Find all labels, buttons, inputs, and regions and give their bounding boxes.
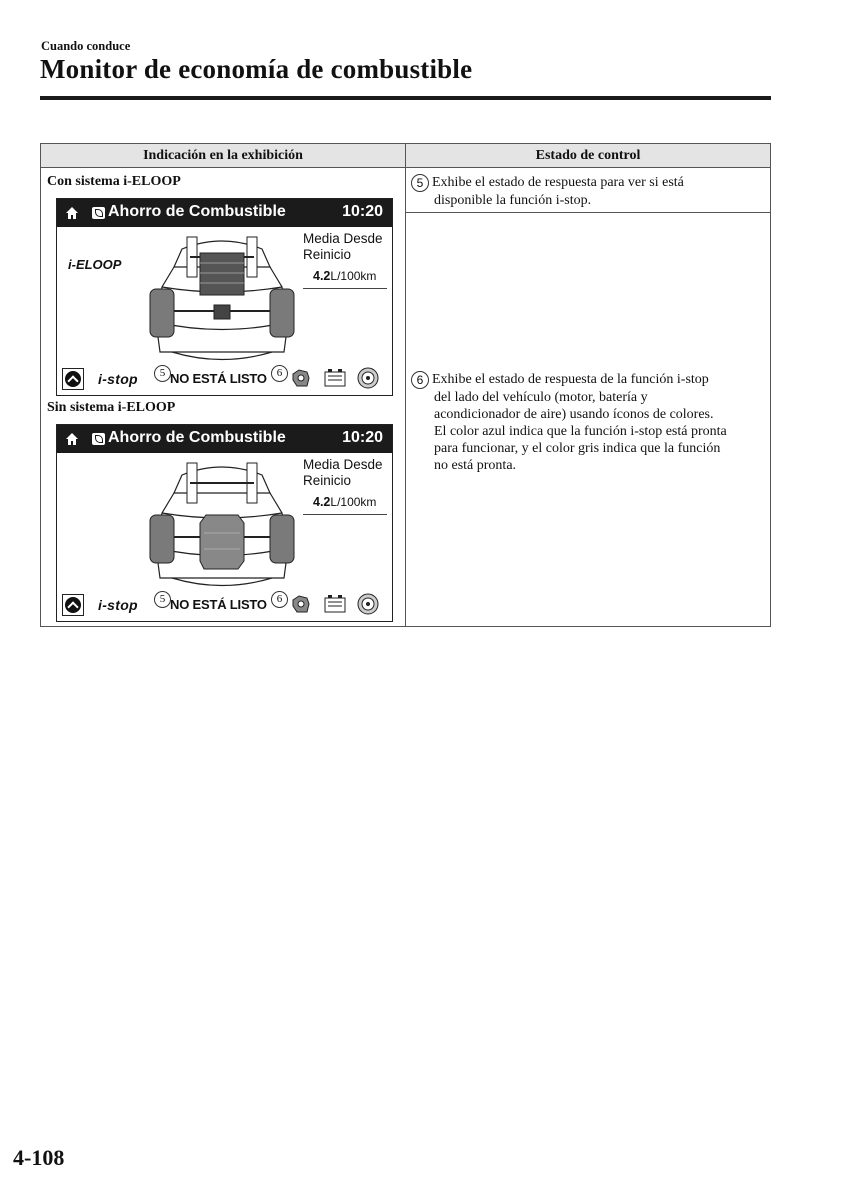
engine-icon — [289, 366, 313, 390]
istop-status: NO ESTÁ LISTO — [170, 597, 267, 612]
condition-label-no-eloop: Sin sistema i-ELOOP — [47, 400, 176, 415]
screen-clock: 10:20 — [342, 429, 383, 446]
marker-5: 5 — [154, 365, 171, 382]
fuel-consumption-value: 4.2L/100km — [313, 269, 377, 283]
marker-6: 6 — [271, 591, 288, 608]
screen-bottombar — [57, 589, 392, 621]
marker-5: 5 — [154, 591, 171, 608]
display-cell — [41, 168, 406, 627]
istop-status: NO ESTÁ LISTO — [170, 371, 267, 386]
home-icon — [65, 432, 79, 446]
col-header-control: Estado de control — [406, 144, 771, 168]
screen-bottombar — [57, 363, 392, 395]
screen-title: Ahorro de Combustible — [108, 429, 286, 446]
car-illustration — [142, 227, 302, 369]
average-underline — [303, 514, 387, 515]
chevron-up-icon — [65, 597, 81, 613]
fuel-economy-screen-no-eloop — [56, 424, 393, 622]
air-conditioner-icon — [356, 366, 380, 390]
up-arrow-button[interactable] — [62, 594, 84, 616]
average-underline — [303, 288, 387, 289]
home-icon — [65, 206, 79, 220]
page-number: 4-108 — [13, 1145, 65, 1170]
istop-label: i-stop — [98, 597, 138, 613]
marker-6: 6 — [271, 365, 288, 382]
page-title: Monitor de economía de combustible — [40, 54, 473, 84]
chevron-up-icon — [65, 371, 81, 387]
eloop-label: i-ELOOP — [68, 257, 122, 272]
control-cell-6 — [406, 213, 771, 627]
description-5: 5 Exhibe el estado de respuesta para ver si está disponible la función i-stop. — [406, 168, 770, 209]
screen-title: Ahorro de Combustible — [108, 203, 286, 220]
air-conditioner-icon — [356, 592, 380, 616]
average-label: Media Desde Reinicio — [303, 457, 383, 488]
battery-icon — [323, 366, 347, 390]
average-label: Media Desde Reinicio — [303, 231, 383, 262]
description-6: 6 Exhibe el estado de respuesta de la función i-stop del lado del vehículo (motor, batería y acondicionador de aire) usando íconos de colores. El color azul indica que la función i-stop está pronta para funcionar, y el color gris indica que la función no está pronta. — [406, 213, 770, 474]
battery-icon — [323, 592, 347, 616]
marker-5-circle: 5 — [411, 174, 429, 192]
eco-leaf-icon — [92, 433, 105, 445]
eco-leaf-icon — [92, 207, 105, 219]
screen-clock: 10:20 — [342, 203, 383, 220]
fuel-consumption-value: 4.2L/100km — [313, 495, 377, 509]
car-illustration — [142, 453, 302, 595]
table-row — [41, 168, 771, 213]
section-label: Cuando conduce — [41, 39, 131, 53]
col-header-display: Indicación en la exhibición — [41, 144, 406, 168]
control-cell-5 — [406, 168, 771, 213]
table-header-row — [41, 144, 771, 168]
info-table — [40, 143, 771, 627]
screen-topbar — [57, 199, 392, 227]
title-rule — [40, 96, 771, 100]
engine-icon — [289, 592, 313, 616]
screen-topbar — [57, 425, 392, 453]
condition-label-eloop: Con sistema i-ELOOP — [47, 174, 181, 189]
up-arrow-button[interactable] — [62, 368, 84, 390]
fuel-economy-screen-eloop — [56, 198, 393, 396]
istop-label: i-stop — [98, 371, 138, 387]
marker-6-circle: 6 — [411, 371, 429, 389]
